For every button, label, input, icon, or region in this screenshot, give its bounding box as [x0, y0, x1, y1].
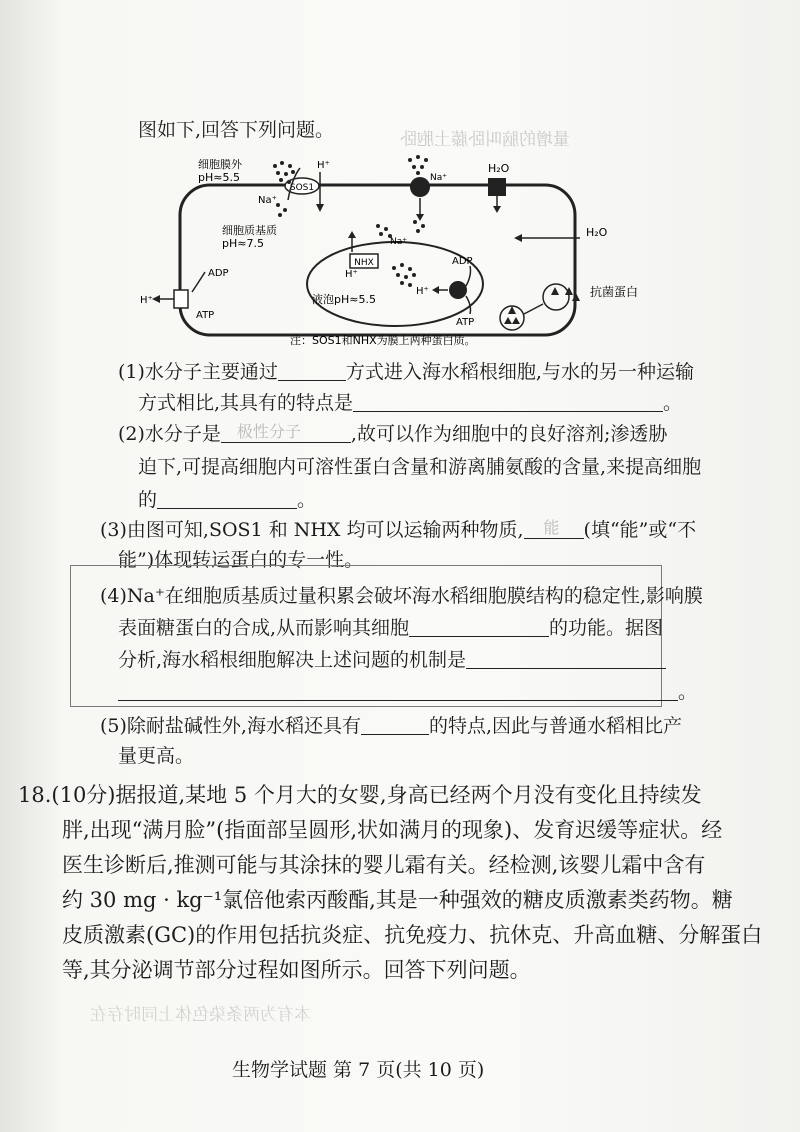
cell-transport-diagram [0, 0, 800, 360]
q4-line2 [118, 616, 663, 640]
q4-line3 [118, 648, 666, 672]
q4-answer-blank-1[interactable] [409, 618, 549, 637]
q5-line1 [100, 714, 682, 738]
label-na-1: Na⁺ [258, 195, 277, 206]
q2-answer-blank-1[interactable] [221, 424, 351, 443]
q2-line1 [118, 422, 667, 446]
q5-line2: 量更高。 [118, 745, 195, 767]
label-adp-2: ADP [208, 268, 229, 279]
bleed-through-text: 本有为两条染色体上同时存在 [90, 1005, 311, 1025]
outside-ph: pH≈5.5 [198, 171, 240, 184]
nhx-label: NHX [354, 258, 374, 268]
label-adp-1: ADP [452, 256, 473, 267]
q1-answer-blank-1[interactable] [278, 362, 346, 381]
na-channel-protein [410, 177, 430, 197]
q4-answer-blank-2[interactable] [466, 650, 666, 669]
label-na-3: Na⁺ [390, 237, 407, 247]
q1-text-b: 方式进入海水稻根细胞,与水的另一种运输 [345, 361, 694, 383]
q5-answer-blank[interactable] [361, 716, 429, 735]
outside-label: 细胞膜外 [198, 158, 242, 171]
label-h2o-2: H₂O [586, 226, 608, 239]
q1-answer-blank-2[interactable] [353, 393, 663, 412]
q18-line5: 皮质激素(GC)的作用包括抗炎症、抗免疫力、抗休克、升高血糖、分解蛋白 [62, 923, 763, 947]
q4-line4 [118, 680, 697, 704]
q1-text-c: 方式相比,其具有的特点是 [138, 392, 354, 414]
label-h-2: H⁺ [345, 269, 358, 280]
q2-end: 。 [297, 489, 317, 511]
q3-handwriting: 能 [543, 518, 560, 537]
q1-end: 。 [663, 392, 683, 414]
q4-text-b: 的功能。据图 [549, 617, 664, 639]
cytoplasm-ph: pH≈7.5 [222, 237, 264, 250]
diagram-note: 注：SOS1和NHX为膜上两种蛋白质。 [290, 334, 476, 347]
membrane-h-pump [174, 290, 188, 308]
q2-text-a: (2)水分子是 [118, 423, 221, 445]
q18-line3: 医生诊断后,推测可能与其涂抹的婴儿霜有关。经检测,该婴儿霜中含有 [62, 853, 706, 877]
q1-text-a: (1)水分子主要通过 [118, 361, 278, 383]
label-na-2: Na⁺ [430, 173, 447, 183]
q4-text-a: 表面糖蛋白的合成,从而影响其细胞 [118, 617, 410, 639]
bleed-through-text: 量增的脑叫卧藤土胞卧 [400, 130, 570, 150]
vacuole-h-pump [449, 281, 467, 299]
q5-text-a: (5)除耐盐碱性外,海水稻还具有 [100, 715, 361, 737]
antibacterial-protein-triangle [508, 306, 516, 314]
label-h2o-1: H₂O [488, 162, 510, 175]
q3-answer-blank[interactable] [524, 520, 584, 539]
label-h-1: H⁺ [317, 160, 330, 171]
q2-handwriting: 极性分子 [236, 422, 301, 441]
antibacterial-label: 抗菌蛋白 [590, 285, 639, 299]
label-h-4: H⁺ [140, 295, 153, 306]
cytoplasm-label: 细胞质基质 [222, 224, 277, 237]
q18-line1: 18.(10分)据报道,某地 5 个月大的女婴,身高已经两个月没有变化且持续发 [18, 783, 702, 807]
q4-answer-blank-3[interactable] [118, 682, 678, 701]
intro-text: 图如下,回答下列问题。 [138, 119, 335, 141]
q2-text-c: 的 [138, 489, 158, 511]
label-atp-1: ATP [456, 317, 475, 328]
page-footer: 生物学试题 第 7 页(共 10 页) [232, 1059, 485, 1081]
q3-text-b: (填“能”或“不 [583, 519, 697, 541]
na-dots-cytoplasm [276, 203, 425, 238]
na-dots-vacuole [392, 263, 416, 287]
q2-answer-blank-2[interactable] [157, 490, 297, 509]
sos1-label: SOS1 [289, 183, 315, 193]
q2-line2: 迫下,可提高细胞内可溶性蛋白含量和游离脯氨酸的含量,来提高细胞 [138, 456, 702, 478]
q4-end: 。 [678, 681, 698, 703]
vesicle [543, 284, 569, 310]
q3-line2: 能”)体现转运蛋白的专一性。 [118, 549, 364, 571]
q1-line1 [118, 360, 694, 384]
q4-line1: (4)Na⁺在细胞质基质过量积累会破坏海水稻细胞膜结构的稳定性,影响膜 [100, 585, 703, 607]
label-atp-2: ATP [196, 310, 215, 321]
q18-line6: 等,其分泌调节部分过程如图所示。回答下列问题。 [62, 958, 531, 982]
vacuole-ph: 液泡pH≈5.5 [312, 293, 376, 306]
q1-line2 [138, 391, 682, 415]
q3-text-a: (3)由图可知,SOS1 和 NHX 均可以运输两种物质, [100, 519, 524, 541]
q18-line2: 胖,出现“满月脸”(指面部呈圆形,状如满月的现象)、发育迟缓等症状。经 [62, 818, 723, 842]
q18-line4: 约 30 mg · kg⁻¹氯倍他索丙酸酯,其是一种强效的糖皮质激素类药物。糖 [62, 888, 733, 912]
q3-line1 [100, 518, 696, 542]
q2-line3 [138, 488, 316, 512]
q5-text-b: 的特点,因此与普通水稻相比产 [428, 715, 683, 737]
label-h-3: H⁺ [416, 286, 429, 297]
aquaporin-protein [488, 178, 506, 196]
q2-text-b: ,故可以作为细胞中的良好溶剂;渗透胁 [350, 423, 668, 445]
q4-text-c: 分析,海水稻根细胞解决上述问题的机制是 [118, 649, 467, 671]
